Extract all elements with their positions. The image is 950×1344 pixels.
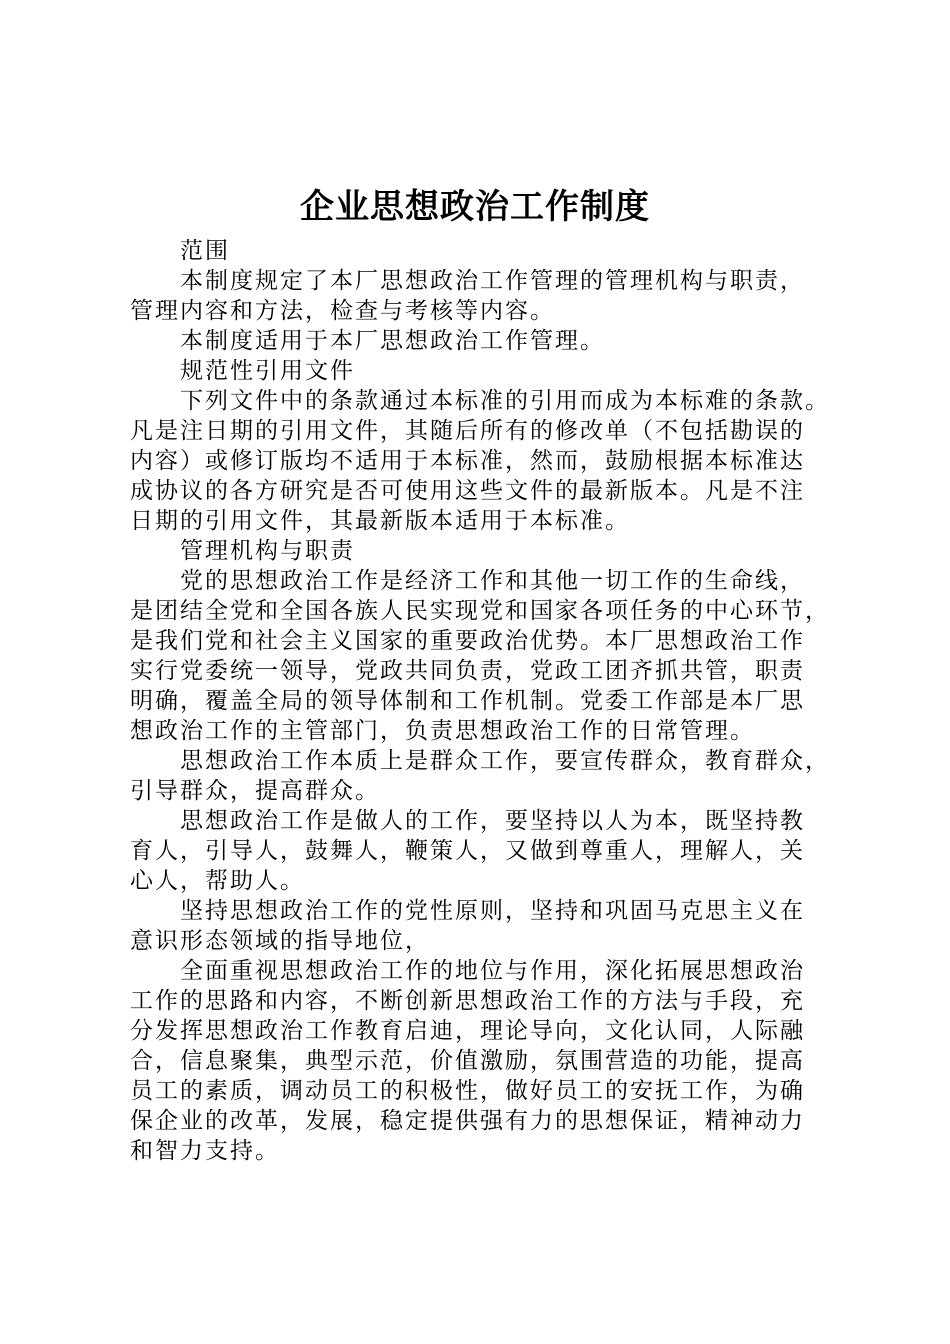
body-line: 合，信息聚集，典型示范，价值激励，氛围营造的功能，提高 <box>130 1048 805 1074</box>
body-line: 引导群众，提高群众。 <box>130 778 380 804</box>
body-line: 工作的思路和内容，不断创新思想政治工作的方法与手段，充 <box>130 988 805 1014</box>
body-line: 管理内容和方法，检查与考核等内容。 <box>130 298 555 324</box>
body-line: 是我们党和社会主义国家的重要政治优势。本厂思想政治工作 <box>130 628 805 654</box>
body-line: 想政治工作的主管部门，负责思想政治工作的日常管理。 <box>130 718 755 744</box>
body-line: 实行党委统一领导，党政共同负责，党政工团齐抓共管，职责 <box>130 658 805 684</box>
body-line: 坚持思想政治工作的党性原则，坚持和巩固马克思主义在 <box>180 898 805 924</box>
body-line: 员工的素质，调动员工的积极性，做好员工的安抚工作，为确 <box>130 1078 805 1104</box>
body-line: 意识形态领域的指导地位， <box>130 928 430 954</box>
body-line: 范围 <box>180 238 230 264</box>
body-line: 内容）或修订版均不适用于本标准，然而，鼓励根据本标准达 <box>130 448 805 474</box>
body-line: 本制度适用于本厂思想政治工作管理。 <box>180 328 605 354</box>
body-line: 思想政治工作是做人的工作，要坚持以人为本，既坚持教 <box>180 808 805 834</box>
body-line: 是团结全党和全国各族人民实现党和国家各项任务的中心环节， <box>130 598 830 624</box>
body-line: 党的思想政治工作是经济工作和其他一切工作的生命线， <box>180 568 805 594</box>
body-line: 明确，覆盖全局的领导体制和工作机制。党委工作部是本厂思 <box>130 688 805 714</box>
body-line: 下列文件中的条款通过本标准的引用而成为本标难的条款。 <box>180 388 830 414</box>
body-line: 育人，引导人，鼓舞人，鞭策人，又做到尊重人，理解人，关 <box>130 838 805 864</box>
document-title: 企业思想政治工作制度 <box>300 187 650 227</box>
body-line: 规范性引用文件 <box>180 358 355 384</box>
document-body <box>130 236 836 1166</box>
body-line: 分发挥思想政治工作教育启迪，理论导向，文化认同，人际融 <box>130 1018 805 1044</box>
body-line: 心人，帮助人。 <box>130 868 305 894</box>
body-line: 日期的引用文件，其最新版本适用于本标准。 <box>130 508 630 534</box>
body-line: 成协议的各方研究是否可使用这些文件的最新版本。凡是不注 <box>130 478 805 504</box>
body-line: 全面重视思想政治工作的地位与作用，深化拓展思想政治 <box>180 958 805 984</box>
body-line: 保企业的改革，发展，稳定提供强有力的思想保证，精神动力 <box>130 1108 805 1134</box>
body-line: 本制度规定了本厂思想政治工作管理的管理机构与职责， <box>180 268 805 294</box>
body-line: 凡是注日期的引用文件，其随后所有的修改单（不包括勘误的 <box>130 418 805 444</box>
body-line: 思想政治工作本质上是群众工作，要宣传群众，教育群众， <box>180 748 830 774</box>
body-line: 管理机构与职责 <box>180 538 355 564</box>
body-line: 和智力支持。 <box>130 1138 280 1164</box>
